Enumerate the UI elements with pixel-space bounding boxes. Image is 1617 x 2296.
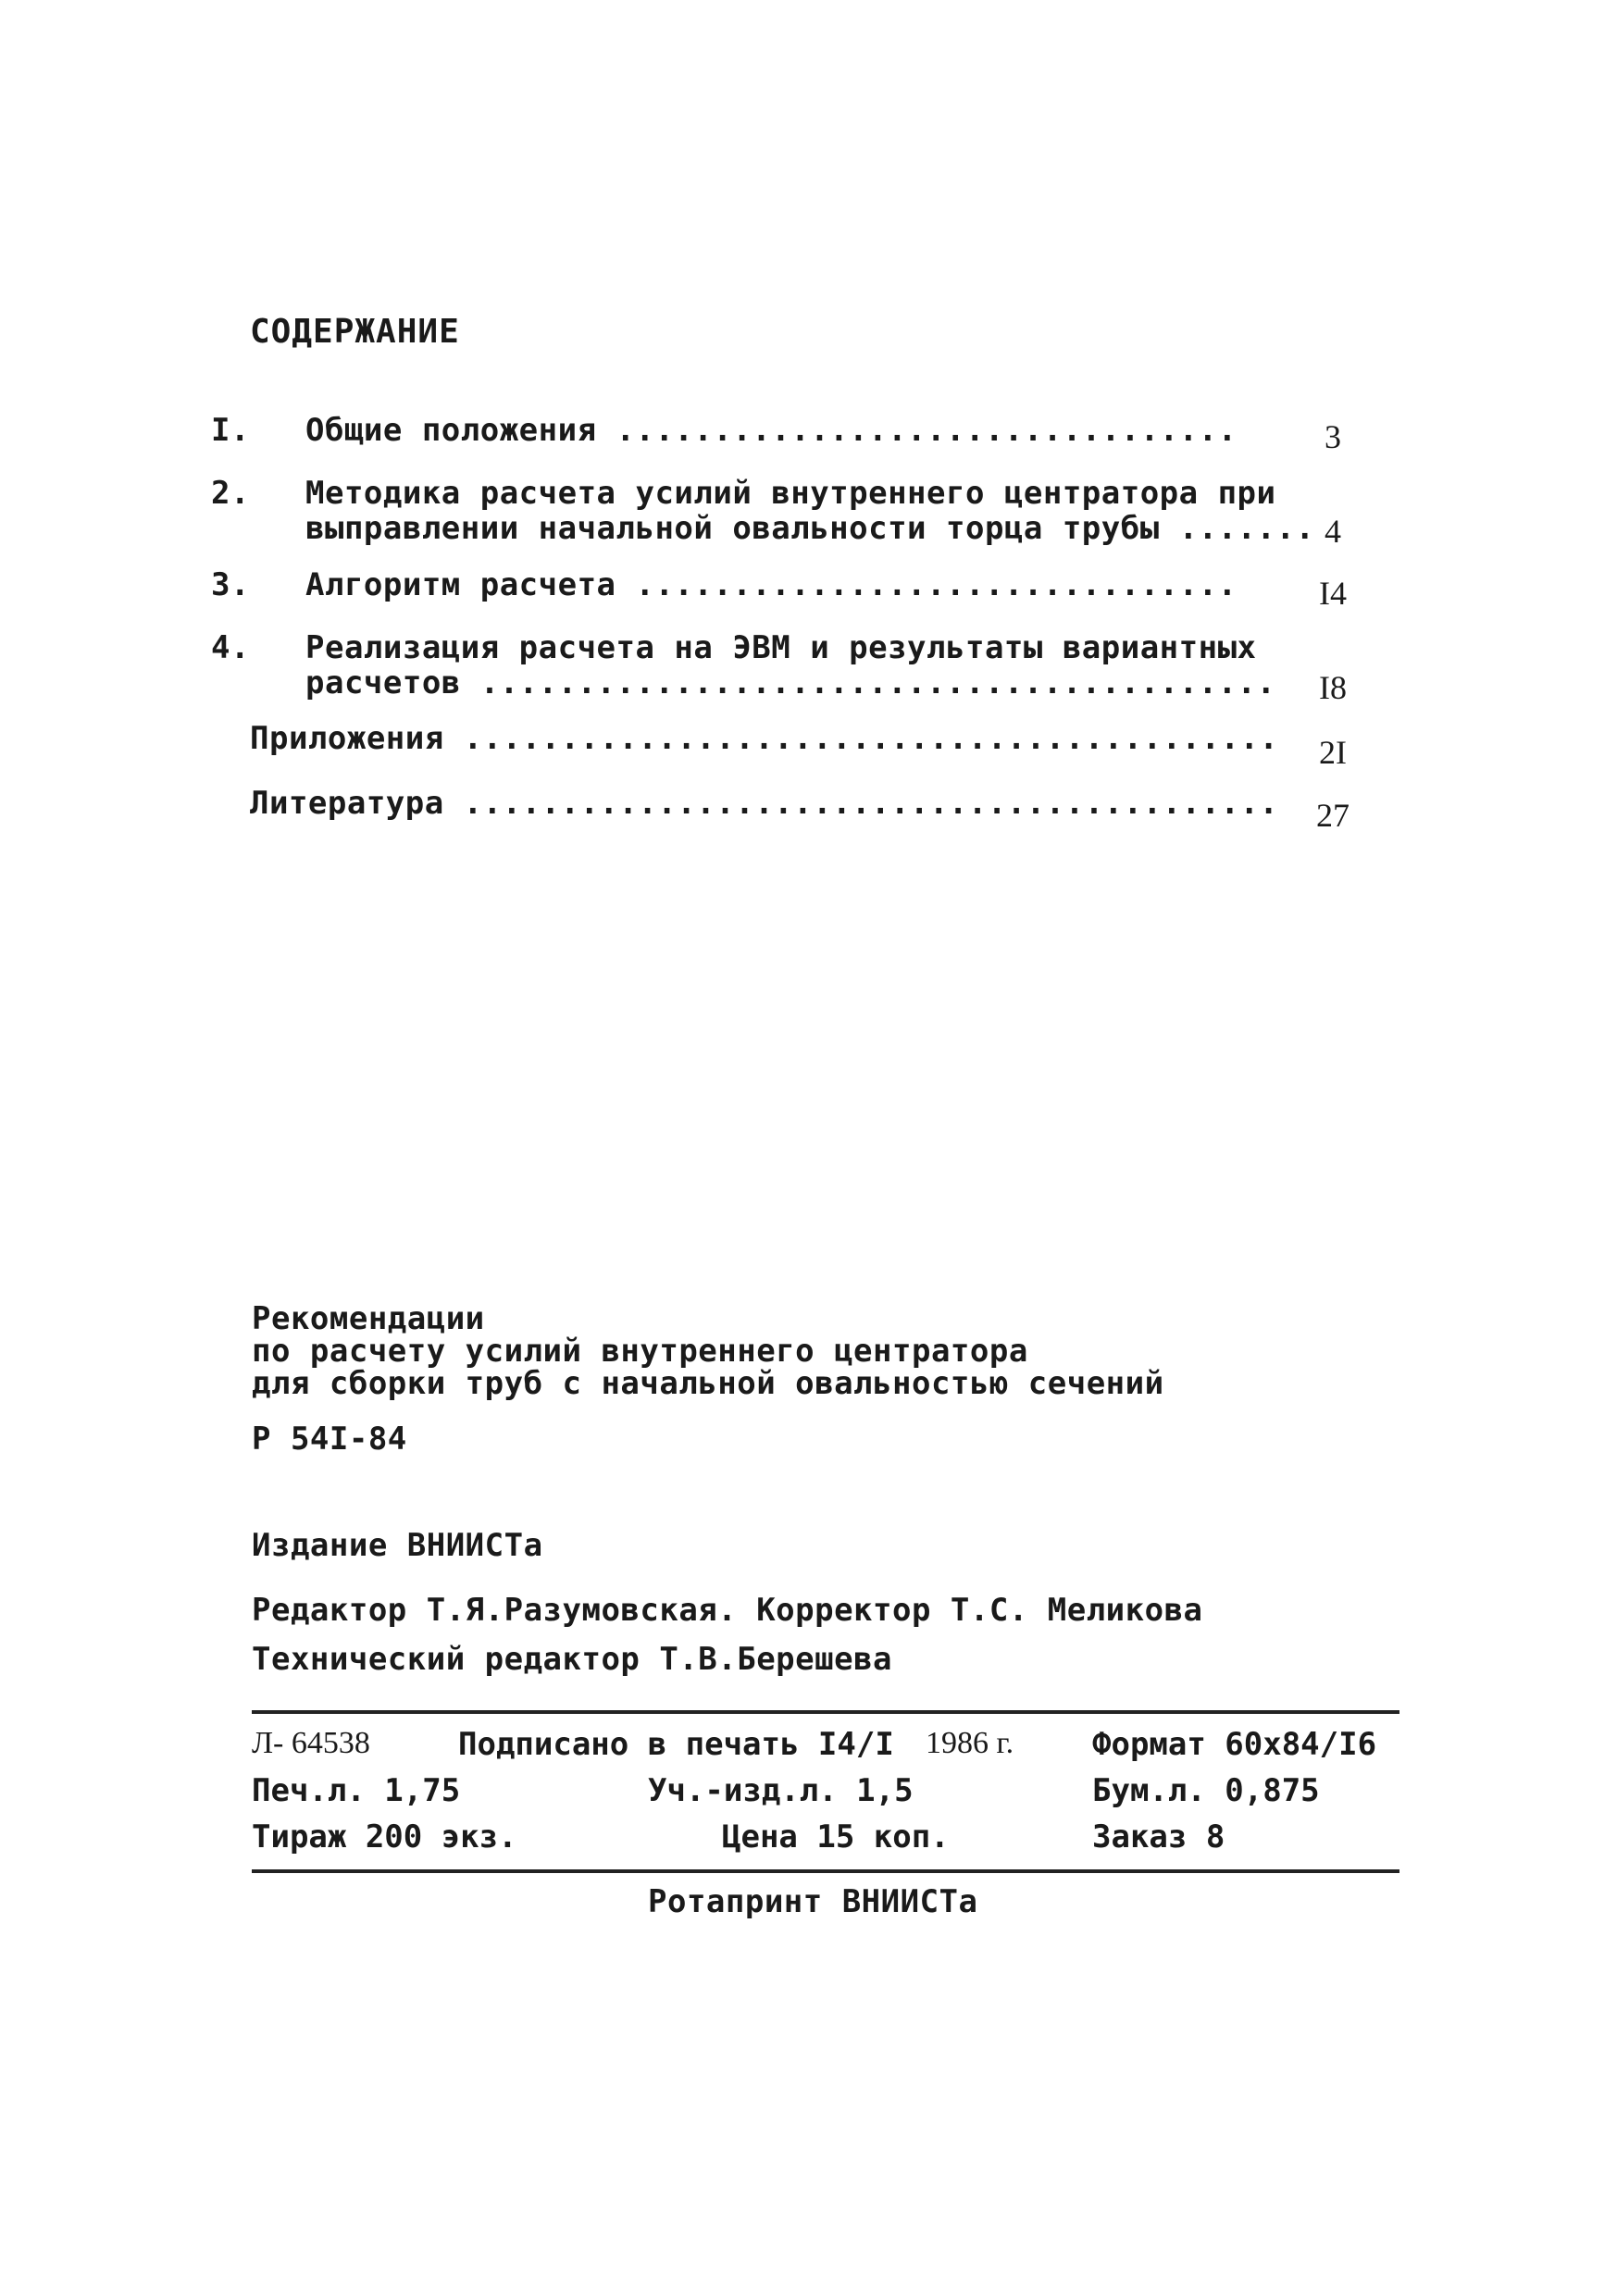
signed-to-print: Подписано в печать I4/I xyxy=(458,1726,894,1763)
toc-item-label: Реализация расчета на ЭВМ и результаты вариантных xyxy=(305,629,1257,666)
toc-item-number: 2. xyxy=(211,475,250,512)
printed-sheets: Печ.л. 1,75 xyxy=(252,1772,461,1809)
toc-item-number: 4. xyxy=(211,629,250,666)
toc-item-page: 3 xyxy=(1325,418,1341,455)
paper-sheets: Бум.л. 0,875 xyxy=(1092,1772,1320,1809)
divider-top xyxy=(252,1710,1399,1714)
toc-item-page: 27 xyxy=(1316,797,1350,834)
publisher: Издание ВНИИСТа xyxy=(252,1527,543,1564)
toc-item-label: Общие положения ................................ xyxy=(305,412,1238,449)
format: Формат 60х84/I6 xyxy=(1092,1726,1377,1763)
toc-item-number: I. xyxy=(211,412,250,449)
toc-item-page: I8 xyxy=(1319,669,1347,706)
order: Заказ 8 xyxy=(1092,1818,1225,1855)
toc-title: СОДЕРЖАНИЕ xyxy=(250,313,460,351)
toc-item-label: Литература .......................................... xyxy=(250,785,1279,822)
year: 1986 г. xyxy=(926,1726,1014,1760)
doc-title-line: Рекомендации xyxy=(252,1300,485,1337)
divider-bottom xyxy=(252,1869,1399,1873)
toc-item-label: Алгоритм расчета ............................... xyxy=(305,566,1238,603)
toc-item-number: 3. xyxy=(211,566,250,603)
toc-item-label-cont: выправлении начальной овальности торца трубы ....... xyxy=(305,510,1315,547)
order-number: Л- 64538 xyxy=(252,1726,370,1760)
toc-item-label: Методика расчета усилий внутреннего центратора при xyxy=(305,475,1276,512)
editor-line: Редактор Т.Я.Разумовская. Корректор Т.С. Меликова xyxy=(252,1592,1203,1629)
price: Цена 15 коп. xyxy=(722,1818,950,1855)
doc-title-line: для сборки труб с начальной овальностью сечений xyxy=(252,1365,1164,1402)
printer: Ротапринт ВНИИСТа xyxy=(648,1883,978,1920)
doc-code: Р 54I-84 xyxy=(252,1421,407,1458)
toc-item-page: 4 xyxy=(1325,513,1341,550)
print-run: Тираж 200 экз. xyxy=(252,1818,517,1855)
publishing-sheets: Уч.-изд.л. 1,5 xyxy=(648,1772,914,1809)
toc-item-page: I4 xyxy=(1319,575,1347,612)
tech-editor-line: Технический редактор Т.В.Берешева xyxy=(252,1641,893,1678)
toc-item-page: 2I xyxy=(1319,734,1347,771)
toc-item-label: Приложения .......................................... xyxy=(250,720,1279,757)
doc-title-line: по расчету усилий внутреннего центратора xyxy=(252,1333,1028,1370)
toc-item-label-cont: расчетов ......................................... xyxy=(305,664,1276,701)
